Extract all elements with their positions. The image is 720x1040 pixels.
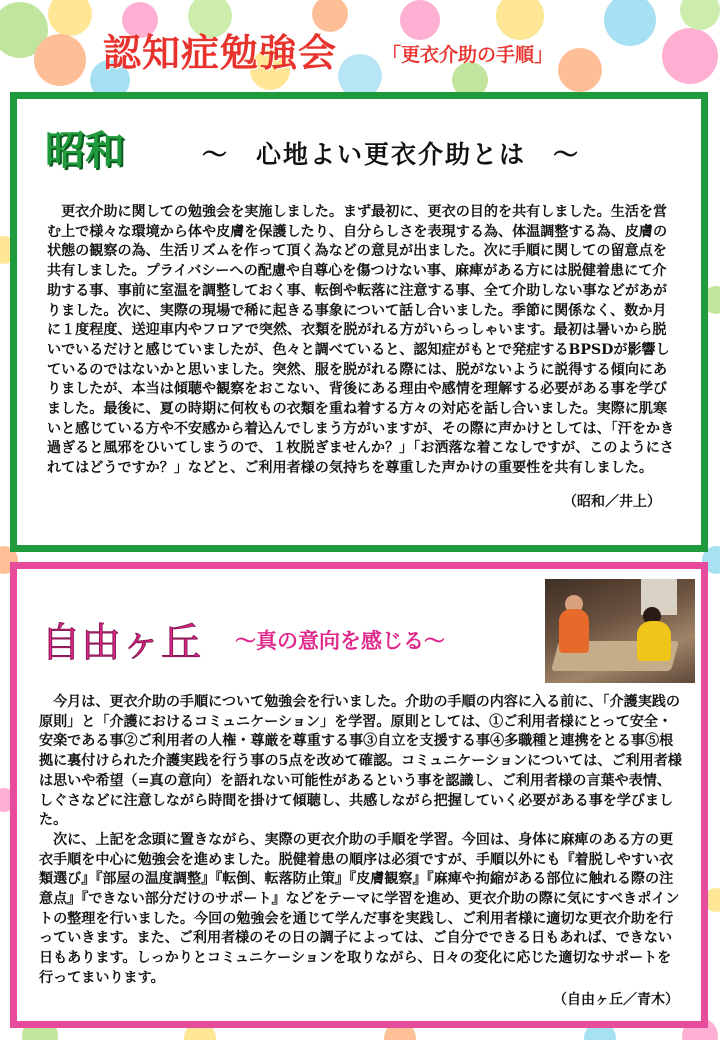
section-jiyugaoka-paragraph-2: 次に、上記を念頭に置きながら、実際の更衣介助の手順を学習。今回は、身体に麻痺のある方の更衣手順を中心に勉強会を進めました。脱健着患の順序は必須ですが、手順以外にも『着脱しやすい衣類選び』『部屋の温度調整』『転倒、転落防止策』『皮膚観察』『麻痺や拘縮がある部位に触れる際の注意点』『できない部分だけのサポート』などをテーマに学習を進め、更衣介助の際に気にすべきポイントの整理を行いました。今回の勉強会を通じて学んだ事を実践し、ご利用者様に適切な更衣介助を行っていきます。また、ご利用者様のその日の調子によっては、ご自分でできる日もあれば、できない日もあります。しっかりとコミュニケーションを取りながら、日々の変化に応じた適切なサポートを行ってまいります。 <box>39 831 680 986</box>
section-showa-author: （昭和／井上） <box>563 494 661 510</box>
section-jiyugaoka <box>10 562 708 1028</box>
page-subtitle: 「更衣介助の手順」 <box>382 44 554 66</box>
section-jiyugaoka-author: （自由ヶ丘／青木） <box>553 992 679 1008</box>
section-showa <box>10 92 708 552</box>
page-title: 認知症勉強会 <box>103 31 338 75</box>
study-session-photo <box>545 579 695 683</box>
page-header <box>0 18 720 78</box>
section-showa-name: 昭和 <box>45 127 125 174</box>
section-jiyugaoka-body <box>39 693 685 989</box>
section-showa-body: 更衣介助に関しての勉強会を実施しました。まず最初に、更衣の目的を共有しました。生活を営む上で様々な環境から体や皮膚を保護したり、自分らしさを表現する為、体温調整する為、皮膚の状態の観察の為、生活リズムを作って頂く為などの意見が出ました。次に手順に関しての留意点を共有しました。プライバシーへの配慮や自尊心を傷つけない事、麻痺がある方には脱健着患にて介助する事、事前に室温を調整しておく事、転倒や転落に注意する事、全て介助しない事などがあがりました。次に、実際の現場で稀に起きる事象について話し合いました。季節に関係なく、数か月に１度程度、送迎車内やフロアで突然、衣類を脱がれる方がいらっしゃいます。最初は暑いから脱いでいるだけと感じていましたが、色々と調べていると、認知症がもとで発症するBPSDが影響しているのではないかと思いました。突然、服を脱がれる際には、脱がないように説得する傾向にありましたが、本当は傾聴や観察をおこない、背後にある理由や感情を理解する必要がある事を学びました。最後に、夏の時期に何枚もの衣類を重ね着する方々の対応を話し合いました。実際に肌寒いと感じている方や不安感から着込んでしまう方がいますが、その際に声かけとしては、「汗をかき過ぎると風邪をひいてしまうので、１枚脱ぎませんか？」「お洒落な着こなしですが、このようにされてはどうですか？」などと、ご利用者様の気持ちを尊重した声かけの重要性を共有しました。 <box>47 204 675 477</box>
section-jiyugaoka-topic: ～真の意向を感じる～ <box>235 628 445 653</box>
section-jiyugaoka-paragraph-1: 今月は、更衣介助の手順について勉強会を行いました。介助の手順の内容に入る前に、「介護実践の原則」と「介護におけるコミュニケーション」を学習。原則としては、①ご利用者様にとって安全・安楽である事②ご利用者の人権・尊厳を尊重する事③自立を支援する事④多職種と連携をとる事⑤根拠に裏付けられた介護実践を行う事の5点を改めて確認。コミュニケーションについては、ご利用者様は思いや希望（=真の意向）を語れない可能性があるという事を認識し、ご利用者様の言葉や表情、しぐさなどに注意しながら時間を掛けて傾聴し、共感しながら把握していく必要がある事を学びました。 <box>39 694 682 829</box>
section-jiyugaoka-name: 自由ヶ丘 <box>41 620 201 666</box>
section-showa-topic: ～ 心地よい更衣介助とは ～ <box>202 140 581 169</box>
